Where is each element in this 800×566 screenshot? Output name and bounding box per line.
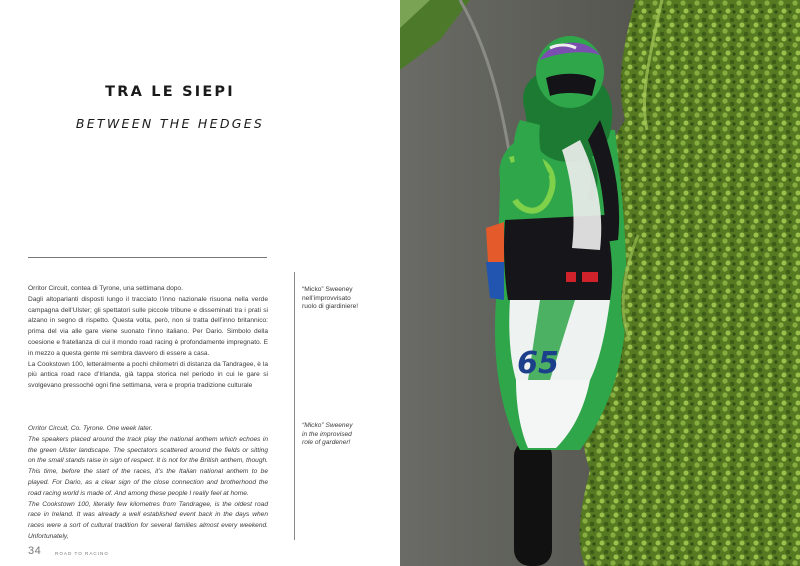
page-number: 34	[28, 545, 42, 557]
paragraph: La Cookstown 100, letteralmente a pochi chilometri di distanza da Tandragee, è la più antica road race d’Irlanda, già tappa storica nel periodo in cui le gare si svolgevano pressoché ogni fine settimana, vera e propria tradizione culturale	[28, 360, 268, 390]
rear-tyre	[514, 440, 552, 566]
caption-line: nell’improvvisato	[302, 294, 351, 302]
photo-caption-italian	[302, 286, 382, 312]
caption-line: “Micko” Sweeney	[302, 422, 353, 429]
rider-photo	[400, 0, 800, 566]
caption-line: role of gardener!	[302, 439, 351, 447]
article-title: TRA LE SIEPI	[105, 84, 235, 100]
photo-caption-english	[302, 422, 382, 448]
column-divider	[294, 272, 295, 540]
english-body-text	[28, 424, 268, 543]
paragraph: The Cookstown 100, literally few kilometres from Tandragee, is the oldest road race in Ireland. It was already a well established event back in the days when races were a sort of cultural tradition for several families almost every weekend. Unfortunately,	[28, 500, 268, 540]
paragraph: The speakers placed around the track play the national anthem which echoes in the green Ulster landscape. The spectators scattered around the fields or sitting on the small stands raise in sign of respect. It is not for the British anthem, though. This time, before the start of the races, it’s the Italian national anthem to be played. For Dario, as a clear sign of the close connection and brotherhood the road racing world is made of. And among these people I really feel at home.	[28, 435, 268, 497]
paragraph: Orritor Circuit, contea di Tyrone, una settimana dopo.	[28, 285, 183, 292]
article-subtitle: BETWEEN THE HEDGES	[75, 116, 265, 131]
photo-illustration	[400, 0, 800, 566]
paragraph: Dagli altoparlanti disposti lungo il tracciato l’inno nazionale risuona nella verde campagna dell’Ulster; gli spettatori sulle piccole tribune e disseminati tra i prati si alzano in segno di rispetto. Questa volta, però, non si tratta dell’inno britannico: prima del via alle gare viene suonato l’inno italiano. Per Dario. Simbolo della coesione e fratellanza di cui il mondo road racing è profondamente impregnato. E in mezzo a questa gente mi sembra davvero di essere a casa.	[28, 295, 268, 357]
italian-body-text	[28, 284, 268, 392]
magazine-name: ROAD TO RACING	[55, 551, 109, 556]
race-number: 65	[517, 346, 559, 381]
caption-line: in the improvised	[302, 430, 352, 438]
horizontal-divider	[28, 257, 267, 258]
caption-line: “Micko” Sweeney	[302, 286, 353, 293]
caption-line: ruolo di giardiniere!	[302, 303, 359, 311]
paragraph: Orritor Circuit, Co. Tyrone. One week later.	[28, 425, 153, 432]
